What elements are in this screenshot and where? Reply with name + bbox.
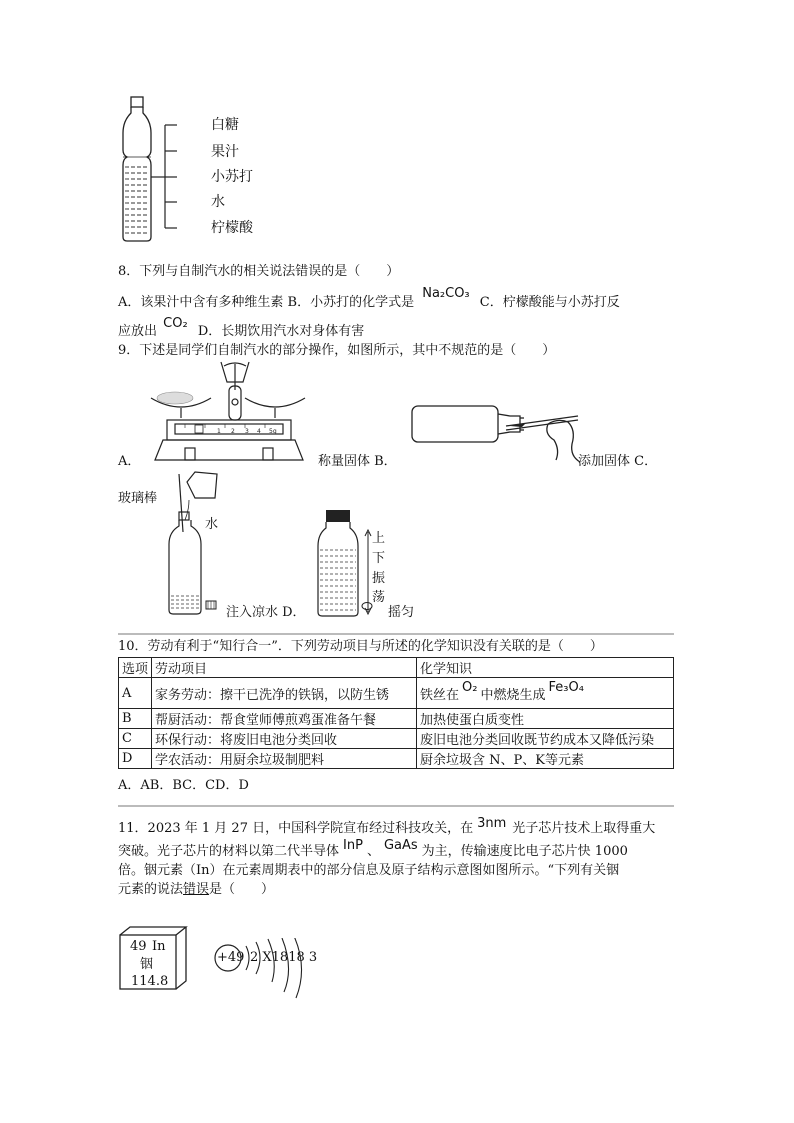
q8-option-d: D．长期饮用汽水对身体有害 [197,324,365,339]
q11-line3: 倍。铟元素（In）在元素周期表中的部分信息及原子结构示意图如图所示。“下列有关铟 [118,863,620,878]
row-d-item: 学农活动：用厨余垃圾制肥料 [152,749,417,769]
q9-caption-a: 称量固体 B． [318,454,397,469]
scale-tick-3: 3 [245,428,249,435]
table-row [119,678,674,709]
q8-options-ab: A．该果汁中含有多种维生素 B．小苏打的化学式是 [118,295,415,310]
bottle-cap-small-icon [361,601,373,611]
row-b-item: 帮厨活动：帮食堂师傅煎鸡蛋准备午餐 [152,709,417,729]
formula-fe3o4: Fe₃O₄ [548,679,584,695]
q8-line2 [118,316,365,341]
row-a-knowledge-part2: 中燃烧生成 [480,687,546,703]
element-symbol: In [152,939,166,954]
q11-line4-b: 是（ ） [209,882,275,897]
q11-line2-sep: 、 [366,844,380,859]
q9-stem: 9．下述是同学们自制汽水的部分操作，如图所示，其中不规范的是（ ） [118,343,556,358]
water-label: 水 [205,517,219,532]
pour-water-figure [165,470,225,618]
q10-stem: 10．劳动有利于“知行合一”．下列劳动项目与所述的化学知识没有关联的是（ ） [118,639,603,654]
q11-line2-b: 为主，传输速度比电子芯片快 1000 [421,844,628,859]
row-a-knowledge-part1: 铁丝在 [420,687,460,703]
bottle-cap-icon [205,600,217,610]
add-solid-figure [410,400,585,468]
q11-line1-a: 11．2023 年 1 月 27 日，中国科学院宣布经过科技攻关，在 [118,821,474,836]
row-b-option: B [119,709,152,729]
element-name: 铟 [140,957,154,972]
q11-formula-3nm: 3nm [477,816,507,831]
shake-char-2: 下 [372,551,386,566]
q9-caption-d: 摇匀 [388,605,415,620]
row-c-item: 环保行动：将废旧电池分类回收 [152,729,417,749]
row-a-option: A [119,678,152,709]
separator-q10 [118,633,674,635]
nucleus-charge: +49 [217,950,245,965]
scale-tick-1: 1 [217,428,221,435]
table-header-row [119,658,674,678]
table-row [119,729,674,749]
atomic-structure-diagram [212,938,312,1000]
q10-table [118,657,674,769]
q11-line1 [118,816,656,838]
q11-formula-gaas: GaAs [383,838,418,853]
soda-bottle-figure [115,95,185,245]
shake-char-3: 振 [372,571,386,586]
table-row [119,749,674,769]
header-option: 选项 [119,658,152,678]
electron-shells: 2 X1818 3 [250,950,318,965]
header-chem-knowledge: 化学知识 [417,658,674,678]
header-labor-item: 劳动项目 [152,658,417,678]
q11-line2 [118,838,628,861]
scale-tick-5g: 5g [269,428,277,435]
scale-tick-2: 2 [231,428,235,435]
bottle-label-citric-acid: 柠檬酸 [211,220,253,236]
formula-o2: O₂ [462,679,478,695]
q9-caption-b: 添加固体 C． [578,454,658,469]
bottle-label-baking-soda: 小苏打 [211,169,253,185]
bottle-label-juice: 果汁 [211,144,239,160]
q8-formula-na2co3: Na₂CO₃ [422,286,470,301]
row-c-knowledge: 废旧电池分类回收既节约成本又降低污染 [417,729,674,749]
q11-line1-b: 光子芯片技术上取得重大 [512,821,656,836]
balance-scale-figure [145,360,310,466]
element-atomic-mass: 114.8 [131,974,169,989]
q11-line4 [118,881,274,899]
element-atomic-number: 49 [130,939,147,954]
row-c-option: C [119,729,152,749]
row-b-knowledge: 加热使蛋白质变性 [417,709,674,729]
q8-option-c: C．柠檬酸能与小苏打反 [479,295,620,310]
row-a-knowledge [417,678,674,709]
table-row [119,709,674,729]
q10-options: A．AB．BC．CD．D [118,778,249,793]
q8-line1 [118,286,620,312]
q9-caption-c: 注入凉水 D． [226,605,306,620]
row-d-knowledge: 厨余垃圾含 N、P、K等元素 [417,749,674,769]
shake-char-4: 荡 [372,590,386,605]
row-a-item: 家务劳动：擦干已洗净的铁锅，以防生锈 [152,678,417,709]
q9-option-a-label: A． [118,454,141,469]
q8-option-c-cont: 应放出 [118,324,158,339]
q11-line4-a: 元素的说法 [118,882,184,897]
glass-rod-label: 玻璃棒 [118,491,158,506]
shake-char-1: 上 [372,531,386,546]
q11-formula-inp: InP [343,838,363,853]
q11-line2-a: 突破。光子芯片的材料以第二代半导体 [118,844,340,859]
bottle-label-water: 水 [211,194,225,210]
q8-formula-co2: CO₂ [163,316,188,331]
q11-emphasis-wrong: 错误 [183,882,210,897]
scale-tick-4: 4 [257,428,261,435]
separator-q11 [118,805,674,807]
bottle-label-sugar: 白糖 [211,117,239,133]
q8-stem: 8．下列与自制汽水的相关说法错误的是（ ） [118,264,400,279]
row-d-option: D [119,749,152,769]
